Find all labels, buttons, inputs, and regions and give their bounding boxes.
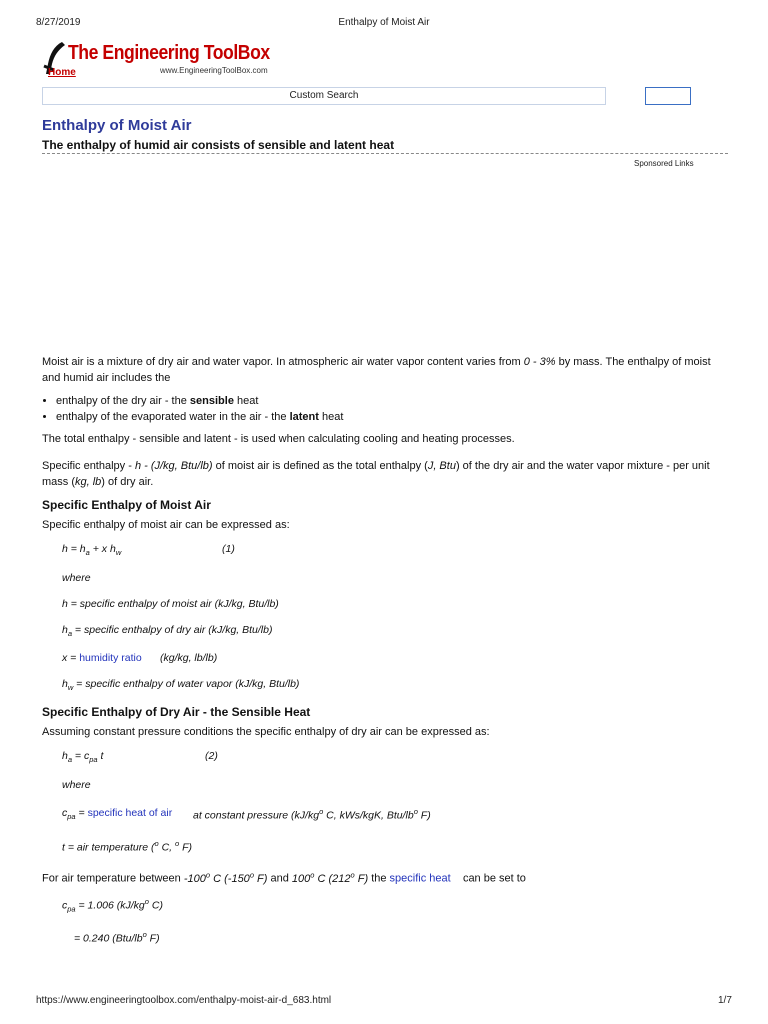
- footer-url: https://www.engineeringtoolbox.com/enthalpy-moist-air-d_683.html: [36, 995, 332, 1006]
- equation-2-number: (2): [205, 750, 218, 762]
- definition-h: h = specific enthalpy of moist air (kJ/kg, Btu/lb): [62, 598, 279, 610]
- temperature-range-paragraph: For air temperature between -100$^o$ C (-150$^o$ F) and 100$^o$ C (212$^o$ F) the specific heat can be set to: [42, 870, 526, 885]
- moist-expression-text: Specific enthalpy of moist air can be expressed as:: [42, 519, 290, 531]
- definition-t: t = air temperature ($^o$ C, $^o$ F): [62, 839, 193, 854]
- print-date: 8/27/2019: [36, 17, 81, 28]
- total-enthalpy-paragraph: The total enthalpy - sensible and latent - is used when calculating cooling and heating processes.: [42, 433, 515, 445]
- definition-x-units: (kg/kg, lb/lb): [160, 652, 218, 664]
- home-link[interactable]: Home: [48, 67, 76, 78]
- definition-ha: $h_a$ = specific enthalpy of dry air (kJ/kg, Btu/lb): [62, 624, 273, 639]
- specific-heat-link[interactable]: specific heat: [389, 872, 451, 885]
- list-item: • enthalpy of the dry air - the sensible heat: [56, 393, 343, 409]
- definition-x: x = humidity ratio: [62, 652, 142, 664]
- specific-enthalpy-paragraph: Specific enthalpy - h - (J/kg, Btu/lb) of moist air is defined as the total enthalpy (J, Btu) of the dry air and the water vapor mixture - per unit mass (kg, lb) of dry air.: [42, 460, 710, 488]
- definition-cpa-units: at constant pressure ($kJ/kg^o$ C, kWs/kgK, Btu/$lb^o$ F): [193, 807, 431, 822]
- print-page-title: Enthalpy of Moist Air: [338, 17, 430, 28]
- definition-cpa: $c_{pa}$ = specific heat of air: [62, 807, 173, 822]
- cpa-value-imperial: = 0.240 ($Btu/lb^o$ F): [74, 930, 160, 945]
- equation-1: $h = h_a + x$ $h_w$: [62, 543, 122, 558]
- intro-paragraph: Moist air is a mixture of dry air and water vapor. In atmospheric air water vapor content varies from 0 - 3% by mass. The enthalpy of moist and humid air includes the: [42, 356, 711, 384]
- logo-url: www.EngineeringToolBox.com: [160, 66, 268, 75]
- definition-hw: $h_w$ = specific enthalpy of water vapor (kJ/kg, Btu/lb): [62, 678, 300, 693]
- logo-title: The Engineering ToolBox: [68, 42, 270, 64]
- page-title: Enthalpy of Moist Air: [42, 117, 192, 134]
- footer-page-number: 1/7: [718, 995, 732, 1006]
- equation-1-number: (1): [222, 543, 235, 555]
- where-label: where: [62, 572, 91, 584]
- cpa-value-si: $c_{pa} = 1.006$ ($kJ/kg^o$ C): [62, 897, 163, 914]
- where-label-2: where: [62, 779, 91, 791]
- heading-specific-enthalpy-moist-air: Specific Enthalpy of Moist Air: [42, 498, 211, 512]
- heading-dry-air-sensible-heat: Specific Enthalpy of Dry Air - the Sensible Heat: [42, 705, 311, 719]
- search-button[interactable]: [645, 87, 691, 105]
- equation-2: $h_a = c_{pa}$ t: [62, 750, 104, 765]
- specific-heat-of-air-link[interactable]: specific heat of air: [87, 807, 173, 819]
- page-subtitle: The enthalpy of humid air consists of sensible and latent heat: [42, 138, 395, 152]
- dry-expression-text: Assuming constant pressure conditions the specific enthalpy of dry air can be expressed as:: [42, 726, 490, 738]
- humidity-ratio-link[interactable]: humidity ratio: [79, 652, 142, 664]
- enthalpy-components-list: [42, 393, 343, 425]
- sponsored-links-label: Sponsored Links: [634, 159, 694, 168]
- custom-search-box[interactable]: Custom Search: [42, 87, 606, 105]
- divider: [42, 153, 728, 154]
- list-item: • enthalpy of the evaporated water in the air - the latent heat: [56, 409, 343, 425]
